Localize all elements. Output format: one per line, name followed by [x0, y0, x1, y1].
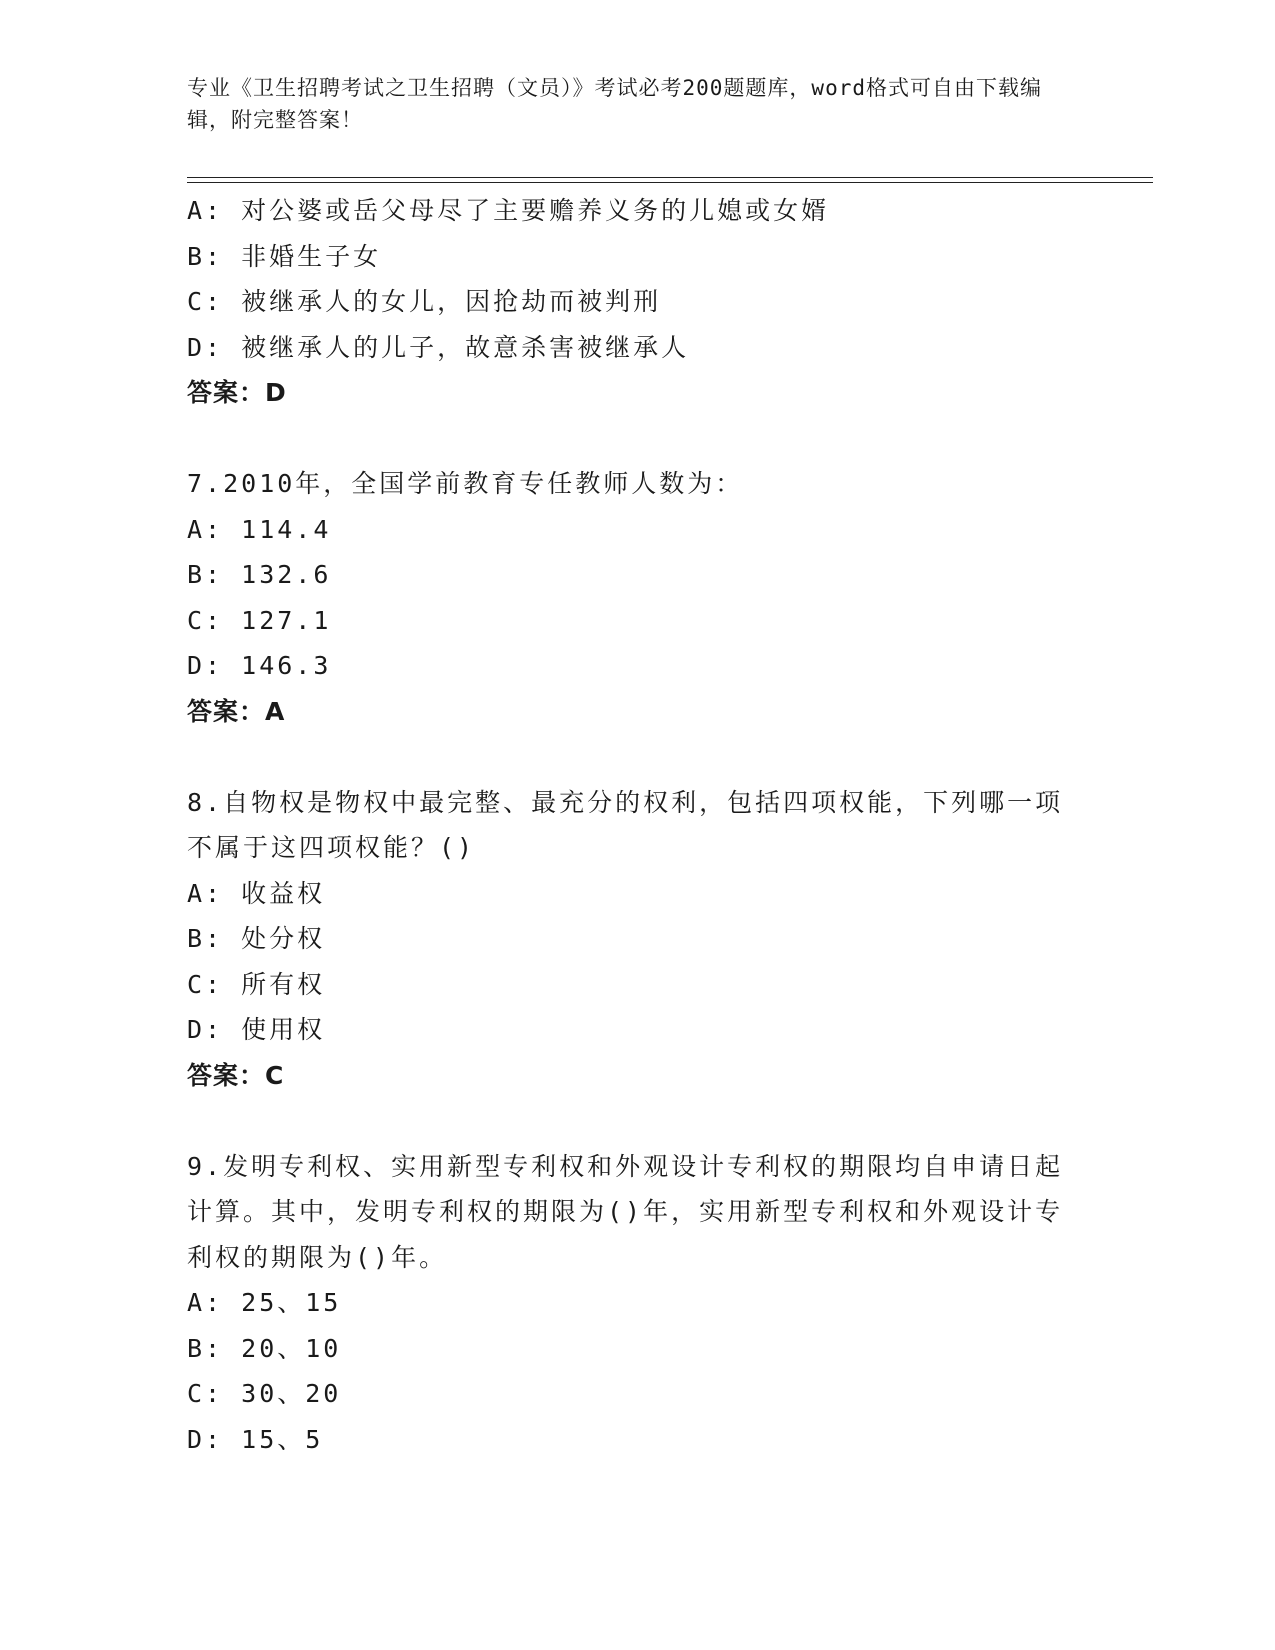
question-9	[187, 1144, 1067, 1463]
option-a: A: 25、15	[187, 1288, 342, 1317]
option-c: C: 30、20	[187, 1379, 342, 1408]
question-text: 9.发明专利权、实用新型专利权和外观设计专利权的期限均自申请日起计算。其中，发明专利权的期限为()年，实用新型专利权和外观设计专利权的期限为()年。	[187, 1151, 1064, 1272]
option-b: B: 132.6	[187, 560, 332, 589]
question-8	[187, 780, 1067, 1099]
option-d: D: 15、5	[187, 1424, 324, 1454]
spacer	[187, 734, 1067, 780]
question-text: 7.2010年，全国学前教育专任教师人数为：	[187, 469, 744, 498]
answer: 答案：A	[187, 696, 286, 726]
spacer	[187, 416, 1067, 462]
question-7	[187, 461, 1067, 734]
option-c: C: 被继承人的女儿，因抢劫而被判刑	[187, 287, 662, 316]
option-a: A: 114.4	[187, 514, 332, 544]
header-divider-top	[187, 177, 1153, 178]
option-c: C: 127.1	[187, 605, 332, 635]
question-list	[187, 188, 1067, 1462]
option-d: D: 146.3	[187, 651, 332, 680]
option-a: A: 收益权	[187, 878, 326, 908]
option-c: C: 所有权	[187, 969, 326, 999]
question-text: 8.自物权是物权中最完整、最充分的权利，包括四项权能，下列哪一项不属于这四项权能？()	[187, 787, 1064, 862]
answer: 答案：D	[187, 378, 287, 407]
question-6	[187, 188, 1067, 416]
option-d: D: 使用权	[187, 1015, 326, 1044]
document-header: 专业《卫生招聘考试之卫生招聘（文员）》考试必考200题题库，word格式可自由下载编辑，附完整答案！	[187, 76, 1042, 132]
option-b: B: 非婚生子女	[187, 241, 382, 271]
spacer	[187, 1098, 1067, 1144]
header-divider-bottom	[187, 182, 1153, 183]
option-b: B: 20、10	[187, 1333, 342, 1363]
option-b: B: 处分权	[187, 924, 326, 953]
option-d: D: 被继承人的儿子，故意杀害被继承人	[187, 332, 690, 362]
answer: 答案：C	[187, 1060, 285, 1090]
option-a: A: 对公婆或岳父母尽了主要赡养义务的儿媳或女婿	[187, 196, 830, 225]
